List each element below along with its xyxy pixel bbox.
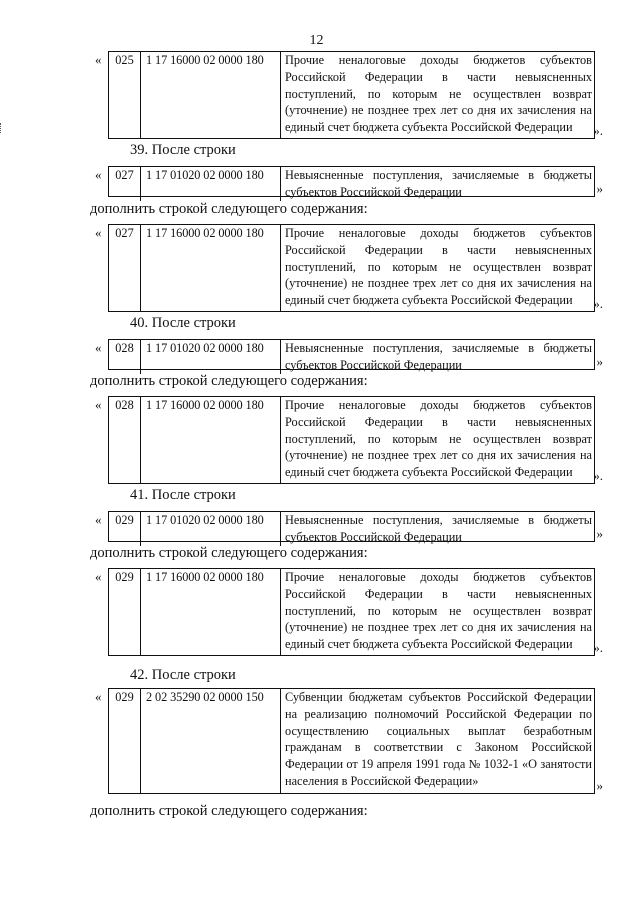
add-line-paragraph: дополнить строкой следующего содержания: [90, 373, 368, 389]
row-name: Субвенции бюджетам субъектов Российской Федерации на реализацию полномочий Российской Федерации по осуществлению социальных выплат безработным гражданам в соответствии с Законом Российской Федерации от 19 апреля 1991 года № 1032-1 «О занятости населения в Российской Федерации» [285, 690, 592, 788]
opening-quote: « [95, 167, 102, 182]
row-code: 029 [109, 512, 141, 546]
row-kbk: 1 17 16000 02 0000 180 [141, 569, 281, 655]
table-row [95, 224, 603, 312]
opening-quote: « [95, 689, 102, 704]
section-heading-41: 41. После строки [130, 487, 236, 503]
row-kbk: 1 17 16000 02 0000 180 [141, 225, 281, 311]
row-kbk: 1 17 01020 02 0000 180 [141, 167, 281, 201]
closing-quote: » [596, 526, 603, 542]
table-row [95, 166, 603, 199]
row-code: 027 [109, 225, 141, 311]
row-code: 029 [109, 569, 141, 655]
table-row [95, 51, 603, 139]
table-row [95, 688, 603, 794]
margin-mark [0, 123, 3, 133]
section-heading-42: 42. После строки [130, 667, 236, 683]
opening-quote: « [95, 569, 102, 584]
closing-quote: ». [593, 468, 603, 484]
add-line-paragraph: дополнить строкой следующего содержания: [90, 545, 368, 561]
table-row [95, 568, 603, 656]
add-line-paragraph: дополнить строкой следующего содержания: [90, 803, 368, 819]
section-heading-39: 39. После строки [130, 142, 236, 158]
row-name: Невыясненные поступления, зачисляемые в бюджеты субъектов Российской Федерации [285, 341, 592, 372]
row-name: Прочие неналоговые доходы бюджетов субъектов Российской Федерации в части невыясненных поступлений, по которым не осуществлен возврат (уточнение) не позднее трех лет со дня их зачисления на единый счет бюджета субъекта Российской Федерации [285, 226, 592, 308]
table-row [95, 396, 603, 484]
row-code: 027 [109, 167, 141, 201]
add-line-paragraph: дополнить строкой следующего содержания: [90, 201, 368, 217]
row-name: Прочие неналоговые доходы бюджетов субъектов Российской Федерации в части невыясненных поступлений, по которым не осуществлен возврат (уточнение) не позднее трех лет со дня их зачисления на единый счет бюджета субъекта Российской Федерации [285, 53, 592, 135]
opening-quote: « [95, 397, 102, 412]
opening-quote: « [95, 340, 102, 355]
closing-quote: ». [593, 296, 603, 312]
row-name: Прочие неналоговые доходы бюджетов субъектов Российской Федерации в части невыясненных поступлений, по которым не осуществлен возврат (уточнение) не позднее трех лет со дня их зачисления на единый счет бюджета субъекта Российской Федерации [285, 398, 592, 480]
closing-quote: » [596, 354, 603, 370]
opening-quote: « [95, 225, 102, 240]
closing-quote: » [596, 778, 603, 794]
row-kbk: 2 02 35290 02 0000 150 [141, 689, 281, 793]
closing-quote: » [596, 181, 603, 197]
closing-quote: ». [593, 640, 603, 656]
row-code: 028 [109, 340, 141, 374]
table-row [95, 511, 603, 544]
row-kbk: 1 17 01020 02 0000 180 [141, 512, 281, 546]
row-name: Невыясненные поступления, зачисляемые в бюджеты субъектов Российской Федерации [285, 168, 592, 199]
row-kbk: 1 17 16000 02 0000 180 [141, 52, 281, 138]
row-kbk: 1 17 01020 02 0000 180 [141, 340, 281, 374]
row-code: 029 [109, 689, 141, 793]
opening-quote: « [95, 512, 102, 527]
row-kbk: 1 17 16000 02 0000 180 [141, 397, 281, 483]
row-code: 025 [109, 52, 141, 138]
table-row [95, 339, 603, 372]
page-number: 12 [309, 33, 324, 48]
closing-quote: ». [593, 123, 603, 139]
row-code: 028 [109, 397, 141, 483]
opening-quote: « [95, 52, 102, 67]
section-heading-40: 40. После строки [130, 315, 236, 331]
row-name: Прочие неналоговые доходы бюджетов субъектов Российской Федерации в части невыясненных поступлений, по которым не осуществлен возврат (уточнение) не позднее трех лет со дня их зачисления на единый счет бюджета субъекта Российской Федерации [285, 570, 592, 652]
row-name: Невыясненные поступления, зачисляемые в бюджеты субъектов Российской Федерации [285, 513, 592, 544]
